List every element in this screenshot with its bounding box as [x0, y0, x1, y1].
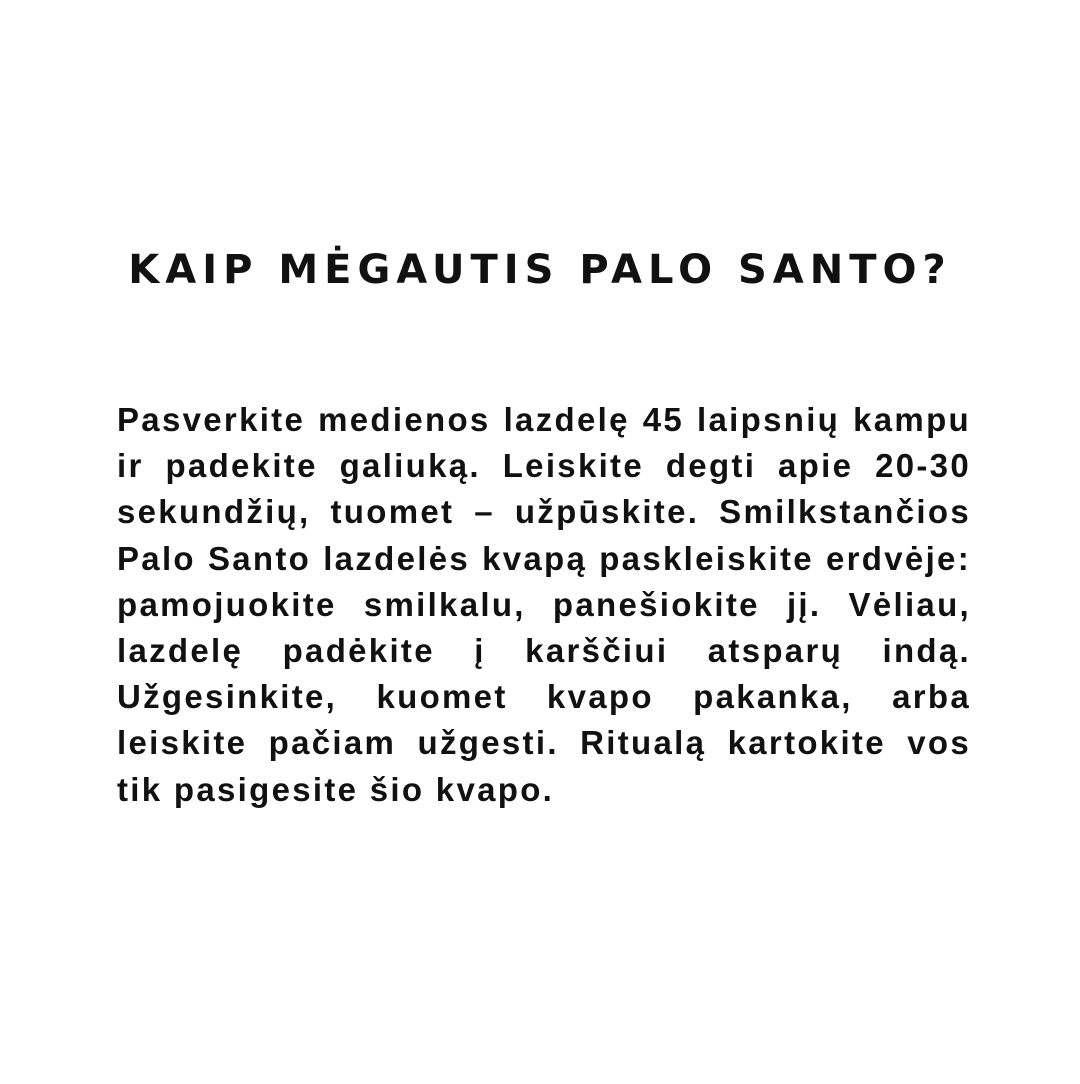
page-title: KAIP MĖGAUTIS PALO SANTO?	[128, 247, 952, 293]
body-paragraph: Pasverkite medienos lazdelę 45 laipsnių kampu ir padekite galiuką. Leiskite degti apie 20-30 sekundžių, tuomet – užpūskite. Smilkstančios Palo Santo lazdelės kvapą paskleiskite erdvėje: pamojuokite smilkalu, panešiokite jį. Vėliau, lazdelę padėkite į karščiui atsparų indą. Užgesinkite, kuomet kvapo pakanka, arba leiskite pačiam užgesti. Ritualą kartokite vos tik pasigesite šio kvapo.	[117, 401, 971, 808]
